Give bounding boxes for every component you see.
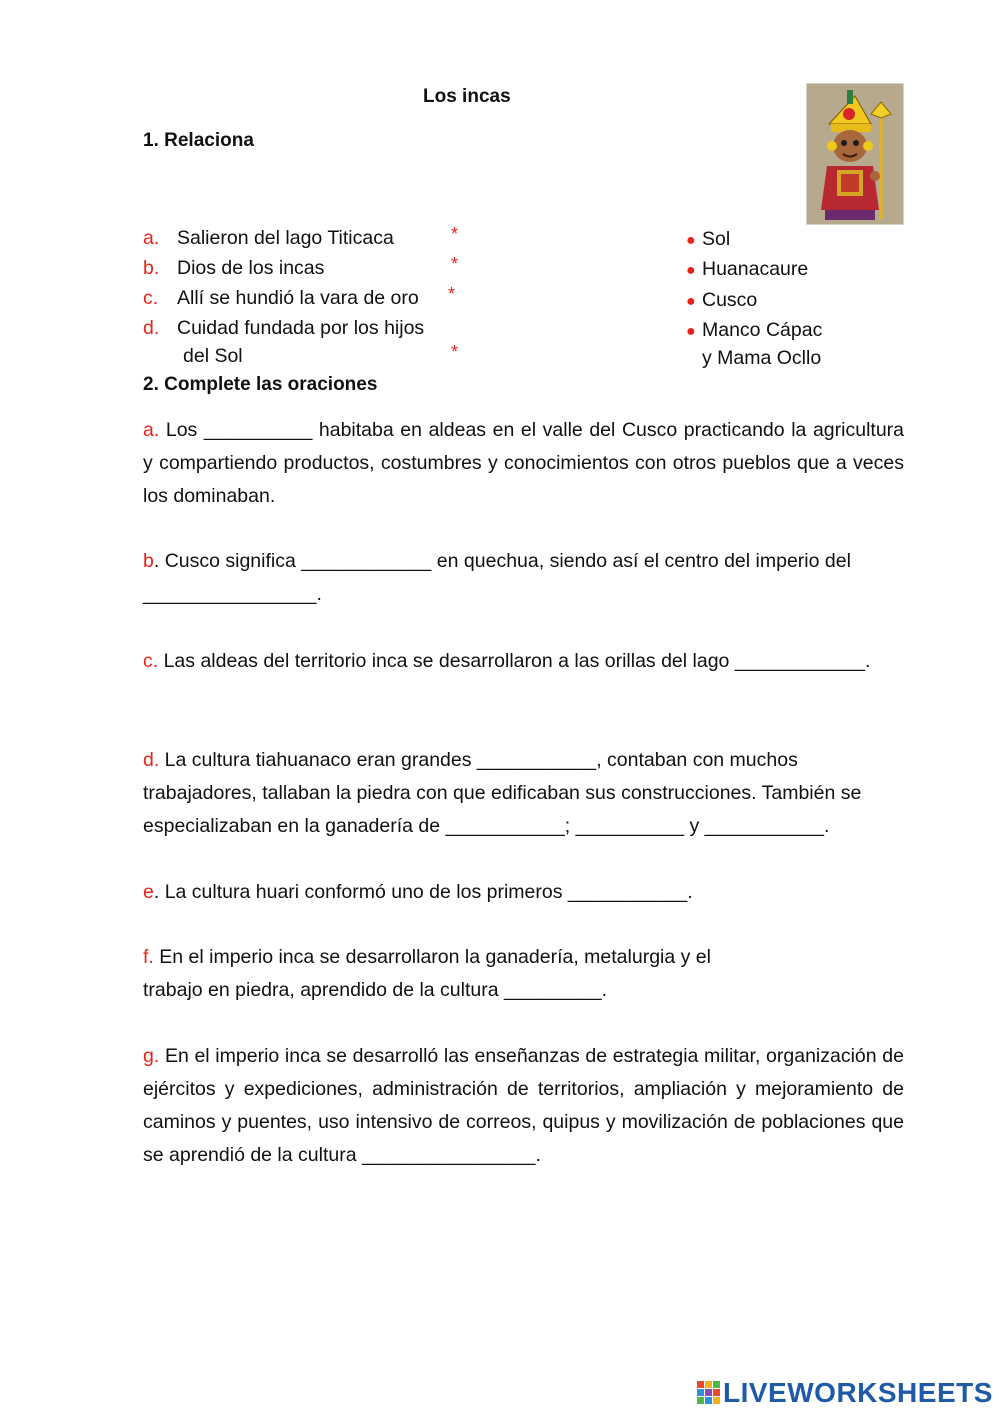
- match-point-d[interactable]: *: [451, 342, 459, 362]
- item-text: Salieron del lago Titicaca: [177, 227, 394, 249]
- bullet-icon: ●: [686, 293, 696, 310]
- sentence-f: [143, 941, 904, 1007]
- option-text: Manco Cápac: [702, 319, 823, 341]
- item-letter: d.: [143, 317, 160, 339]
- option-text: Cusco: [702, 289, 758, 311]
- sentence-b: [143, 545, 904, 611]
- item-letter: b.: [143, 257, 160, 279]
- logo-text: LIVEWORKSHEETS: [723, 1377, 993, 1408]
- sentence-letter: c.: [143, 650, 159, 672]
- sentence-text: En el imperio inca se desarrolló las enseñanzas de estrategia militar, organización de ejércitos y expediciones, administración de territorios, ampliación y mejoramiento de caminos y puentes, uso intensivo de correos, quipus y movilización de poblaciones que se aprendió de la cultura ________________.: [143, 1045, 904, 1166]
- match-point-c[interactable]: *: [448, 284, 456, 304]
- sentence-text: La cultura tiahuanaco eran grandes ___________, contaban con muchos: [159, 749, 798, 771]
- match-option-manco-line2: y Mama Ocllo: [702, 347, 822, 369]
- match-point-a[interactable]: *: [451, 224, 459, 244]
- match-option-manco[interactable]: [686, 317, 822, 345]
- bullet-icon: ●: [686, 262, 696, 279]
- sentence-letter: b: [143, 550, 154, 572]
- item-letter: c.: [143, 287, 159, 309]
- sentence-a: [143, 414, 904, 513]
- match-option-cusco[interactable]: [686, 287, 757, 315]
- sentence-e: [143, 876, 904, 909]
- sentence-letter: g.: [143, 1045, 160, 1067]
- match-item-b: [143, 255, 324, 281]
- item-text: Dios de los incas: [177, 257, 325, 279]
- page-title: Los incas: [423, 86, 511, 107]
- inca-illustration: [806, 83, 904, 225]
- item-text: Allí se hundió la vara de oro: [177, 287, 419, 309]
- liveworksheets-logo: [697, 1377, 997, 1411]
- match-option-huanacaure[interactable]: [686, 256, 808, 284]
- match-item-d: [143, 315, 424, 341]
- sentence-letter: f.: [143, 946, 154, 968]
- section2-heading: 2. Complete las oraciones: [143, 374, 378, 395]
- match-item-a: [143, 225, 394, 251]
- item-text: Cuidad fundada por los hijos: [177, 317, 425, 339]
- bullet-icon: ●: [686, 232, 696, 249]
- match-point-b[interactable]: *: [451, 254, 459, 274]
- sentence-letter: d.: [143, 749, 160, 771]
- match-item-d-line2: del Sol: [183, 345, 243, 367]
- sentence-text: En el imperio inca se desarrollaron la ganadería, metalurgia y el: [153, 946, 711, 968]
- option-text: Huanacaure: [702, 258, 809, 280]
- sentence-text: Los __________ habitaba en aldeas en el valle del Cusco practicando la agricultura y compartiendo productos, costumbres y conocimientos con otros pueblos que a veces los dominaban.: [143, 419, 904, 507]
- option-text: Sol: [702, 228, 731, 250]
- item-letter: a.: [143, 227, 160, 249]
- sentence-c: [143, 645, 904, 678]
- match-item-c: [143, 285, 419, 311]
- logo-mark-icon: [697, 1381, 721, 1405]
- sentence-d: [143, 744, 904, 843]
- sentence-g: [143, 1040, 904, 1172]
- sentence-text-line2: trabajo en piedra, aprendido de la cultura _________.: [143, 979, 608, 1001]
- sentence-letter: a.: [143, 419, 160, 441]
- sentence-text-line2: trabajadores, tallaban la piedra con que edificaban sus construcciones. También se especializaban en la ganadería de ___________; __________ y ___________.: [143, 782, 862, 837]
- sentence-text: Las aldeas del territorio inca se desarrollaron a las orillas del lago ____________.: [158, 650, 871, 672]
- sentence-letter: e: [143, 881, 154, 903]
- section1-heading: 1. Relaciona: [143, 130, 254, 151]
- sentence-text: . La cultura huari conformó uno de los primeros ___________.: [153, 881, 693, 903]
- sentence-text: . Cusco significa ____________ en quechua, siendo así el centro del imperio del ________________.: [143, 550, 851, 605]
- bullet-icon: ●: [686, 323, 696, 340]
- match-option-sol[interactable]: [686, 226, 730, 254]
